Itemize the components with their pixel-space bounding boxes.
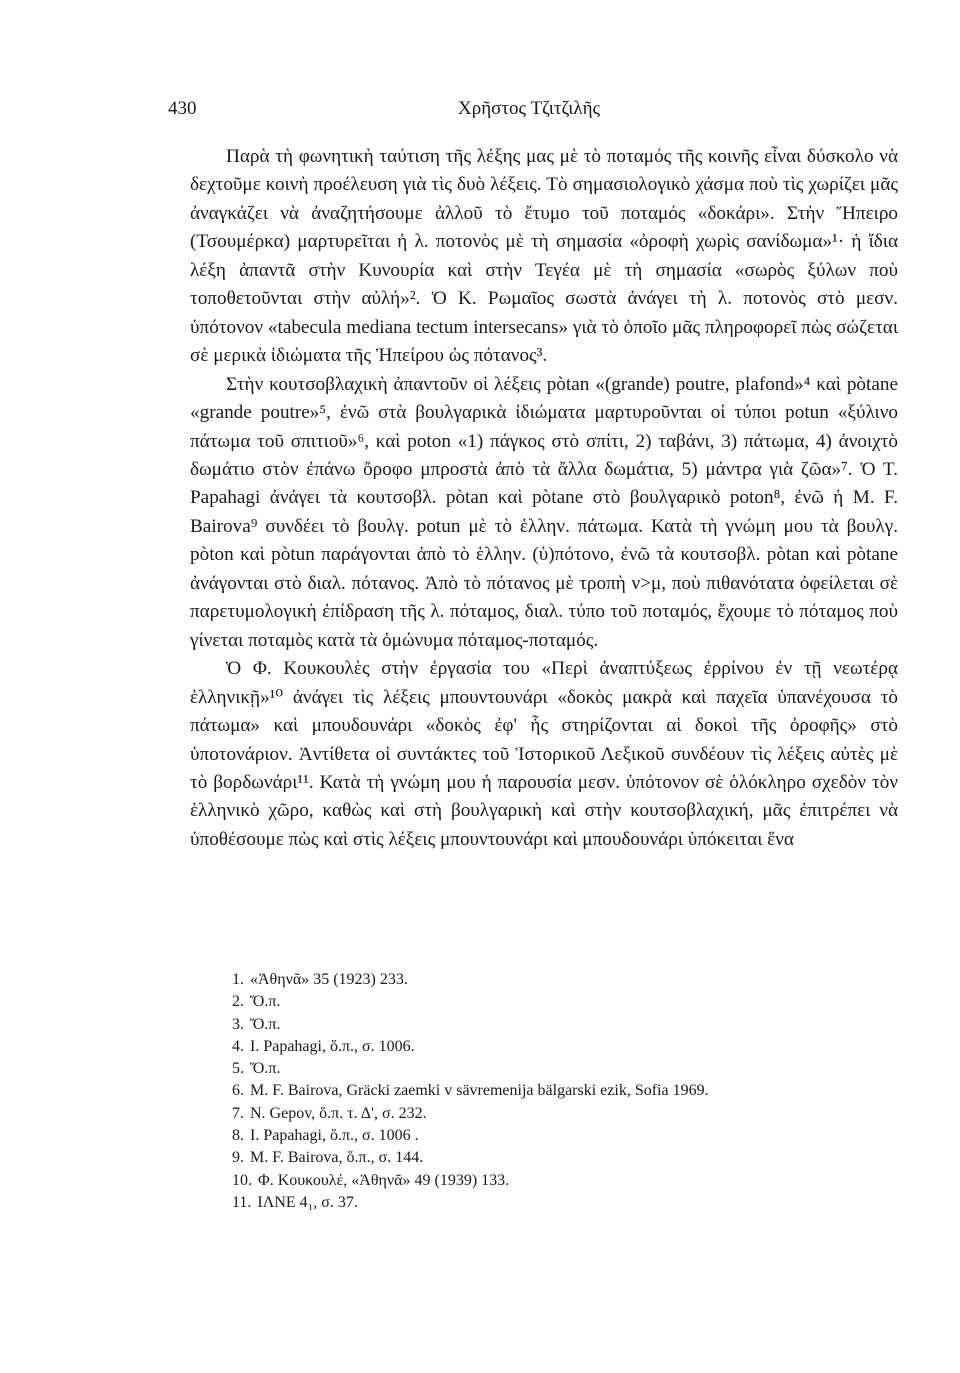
footnote-number: 11.: [232, 1193, 252, 1211]
footnote-number: 7.: [232, 1104, 244, 1122]
footnotes-list: [232, 969, 852, 1214]
footnote-number: 10.: [232, 1171, 252, 1189]
running-head-author: Χρῆστος Τζιτζιλῆς: [458, 98, 601, 119]
footnote-number: 4.: [232, 1037, 244, 1055]
footnote-number: 8.: [232, 1127, 244, 1145]
page-header: [168, 98, 888, 126]
footnote-number: 1.: [232, 971, 244, 988]
footnote-number: 9.: [232, 1149, 244, 1167]
footnote-number: 3.: [232, 1015, 244, 1033]
footnote-text: Ὅ.π.: [250, 993, 281, 1011]
footnote-number: 5.: [232, 1060, 244, 1078]
footnote-text: Ὅ.π.: [250, 1015, 281, 1033]
footnote: [232, 969, 852, 991]
footnote: [232, 1170, 852, 1192]
footnote-text: «Ἀθηνᾶ» 35 (1923) 233.: [250, 971, 408, 988]
footnote-text: Φ. Κουκουλέ, «Ἀθηνᾶ» 49 (1939) 133.: [258, 1171, 510, 1189]
footnote-number: 2.: [232, 993, 244, 1011]
page-number: 430: [168, 98, 197, 119]
footnote-text: N. Gepov, ὅ.π. τ. Δ', σ. 232.: [250, 1104, 427, 1122]
footnote: [232, 1103, 852, 1125]
footnote-text: Ὅ.π.: [250, 1060, 281, 1078]
footnote: [232, 1147, 852, 1169]
footnote: [232, 1080, 852, 1102]
footnote: [232, 1192, 852, 1214]
footnote: [232, 991, 852, 1013]
footnote-text: Ι. Papahagi, ὅ.π., σ. 1006 .: [250, 1127, 419, 1145]
footnote-number: 6.: [232, 1082, 244, 1100]
footnote-text: ΙΛΝΕ 4₁, σ. 37.: [257, 1193, 358, 1211]
footnote-text: M. F. Bairova, Gräcki zaemki v sävremenija bälgarski ezik, Sofia 1969.: [250, 1082, 709, 1100]
paragraph: Παρὰ τὴ φωνητικὴ ταύτιση τῆς λέξης μας μὲ τὸ ποταμός τῆς κοινῆς εἶναι δύσκολο νὰ δεχτοῦμε κοινὴ προέλευση γιὰ τὶς δυὸ λέξεις. Τὸ σημασιολογικὸ χάσμα ποὺ τὶς χωρίζει μᾶς ἀναγκάζει νὰ ἀναζητήσουμε ἀλλοῦ τὸ ἔτυμο τοῦ ποταμός «δοκάρι». Στὴν Ἤπειρο (Τσουμέρκα) μαρτυρεῖται ἡ λ. ποτονὸς μὲ τὴ σημασία «ὀροφὴ χωρὶς σανίδωμα»¹· ἡ ἴδια λέξη ἀπαντᾶ στὴν Κυνουρία καὶ στὴν Τεγέα μὲ τὴ σημασία «σωρὸς ξύλων ποὺ τοποθετοῦνται στὴν αὐλή»². Ὁ Κ. Ρωμαῖος σωστὰ ἀνάγει τὴ λ. ποτονὸς στὸ μεσν. ὑπότονον «tabecula mediana tectum intersecans» γιὰ τὸ ὁποῖο μᾶς πληροφορεῖ πὼς σώζεται σὲ μερικὰ ἰδιώματα τῆς Ἠπείρου ὡς πότανος³.: [190, 146, 898, 367]
footnote: [232, 1036, 852, 1058]
paragraph: Ὁ Φ. Κουκουλὲς στὴν ἐργασία του «Περὶ ἀναπτύξεως ἐρρίνου ἐν τῇ νεωτέρᾳ ἑλληνικῇ»¹⁰ ἀνάγει τὶς λέξεις μπουντουνάρι «δοκὸς μακρὰ καὶ παχεῖα ὑπανέχουσα τὸ πάτωμα» καὶ μπουδουνάρι «δοκὸς ἐφ' ἧς στηρίζονται αἱ δοκοὶ τῆς ὀροφῆς» στὸ ὑποτονάριον. Ἀντίθετα οἱ συντάκτες τοῦ Ἱστορικοῦ Λεξικοῦ συνδέουν τὶς λέξεις αὐτὲς μὲ τὸ βορδωνάρι¹¹. Κατὰ τὴ γνώμη μου ἡ παρουσία μεσν. ὑπότονον σὲ ὁλόκληρο σχεδὸν τὸν ἑλληνικὸ χῶρο, καθὼς καὶ στὴ βουλγαρικὴ καὶ στὴν κουτσοβλαχική, μᾶς ἐπιτρέπει νὰ ὑποθέσουμε πὼς καὶ στὶς λέξεις μπουντουνάρι καὶ μπουδουνάρι ὑπόκειται ἕνα: [190, 658, 898, 850]
footnote: [232, 1014, 852, 1036]
main-text: [190, 143, 898, 854]
footnote-text: M. F. Bairova, ὅ.π., σ. 144.: [250, 1149, 424, 1167]
paragraph: Στὴν κουτσοβλαχικὴ ἀπαντοῦν οἱ λέξεις pòtan «(grande) poutre, plafond»⁴ καὶ pòtane «grande poutre»⁵, ἐνῶ στὰ βουλγαρικὰ ἰδιώματα μαρτυροῦνται οἱ τύποι potun «ξύλινο πάτωμα τοῦ σπιτιοῦ»⁶, καὶ poton «1) πάγκος στὸ σπίτι, 2) ταβάνι, 3) πάτωμα, 4) ἀνοιχτὸ δωμάτιο στὸν ἐπάνω ὄροφο μπροστὰ ἀπὸ τὰ ἄλλα δωμάτια, 5) μάντρα γιὰ ζῶα»⁷. Ὁ Τ. Papahagi ἀνάγει τὰ κουτσοβλ. pòtan καὶ pòtane στὸ βουλγαρικὸ poton⁸, ἐνῶ ἡ Μ. F. Bairova⁹ συνδέει τὸ βουλγ. potun μὲ τὸ ἑλλην. πάτωμα. Κατὰ τὴ γνώμη μου τὰ βουλγ. pòton καὶ pòtun παράγονται ἀπὸ τὸ ἑλλην. (ὑ)πότονο, ἐνῶ τὰ κουτσοβλ. pòtan καὶ pòtane ἀνάγονται στὸ διαλ. πότανος. Ἀπὸ τὸ πότανος μὲ τροπὴ ν>μ, ποὺ πιθανότατα ὀφείλεται σὲ παρετυμολογικὴ ἐπίδραση τῆς λ. πόταμος, διαλ. τύπο τοῦ ποταμός, ἔχουμε τὸ πόταμος ποὺ γίνεται ποταμὸς κατὰ τὰ ὁμώνυμα πόταμος-ποταμός.: [190, 373, 898, 651]
footnote: [232, 1125, 852, 1147]
footnote-text: Ι. Papahagi, ὅ.π., σ. 1006.: [250, 1037, 415, 1055]
footnote: [232, 1058, 852, 1080]
